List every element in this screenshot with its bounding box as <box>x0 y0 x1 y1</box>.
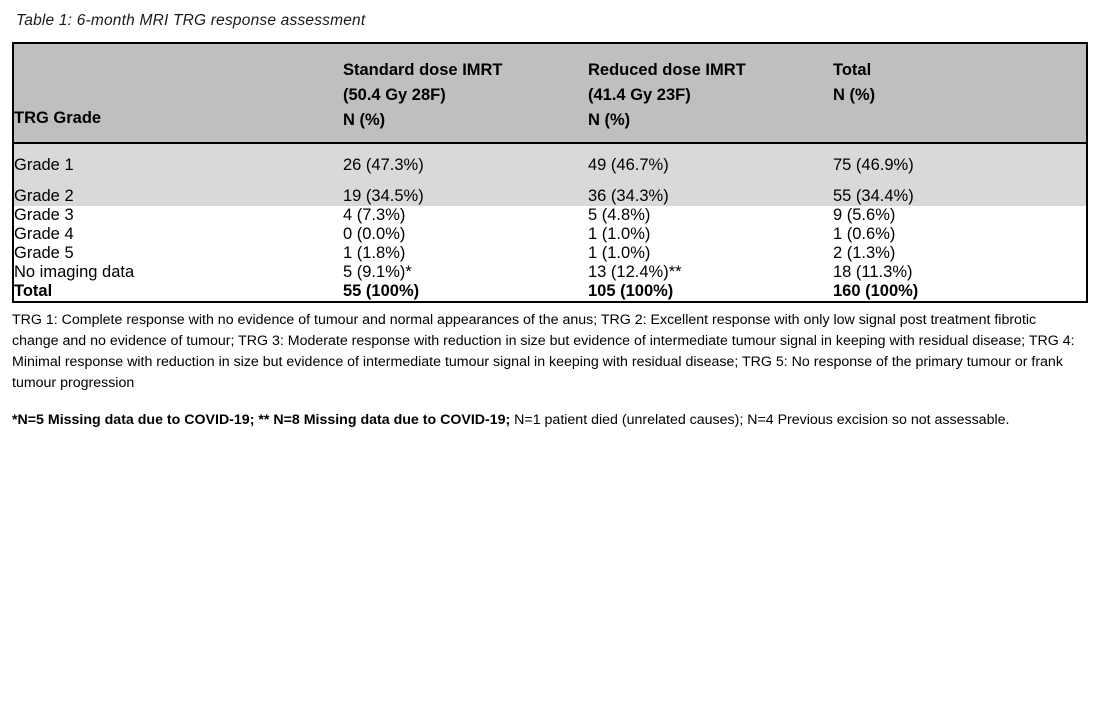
cell-grade: Grade 2 <box>13 187 343 206</box>
table-row <box>13 263 1087 282</box>
table-caption: Table 1: 6-month MRI TRG response assessment <box>16 12 366 29</box>
column-header-total-line2: N (%) <box>833 86 876 105</box>
cell-grade: No imaging data <box>13 263 343 282</box>
cell-standard: 26 (47.3%) <box>343 143 588 187</box>
table-row <box>13 143 1087 187</box>
table-row <box>13 206 1087 225</box>
cell-standard: 5 (9.1%)* <box>343 263 588 282</box>
cell-grade: Grade 3 <box>13 206 343 225</box>
table-row <box>13 187 1087 206</box>
cell-grade: Grade 5 <box>13 244 343 263</box>
column-header-standard-dose <box>343 43 588 143</box>
cell-standard: 4 (7.3%) <box>343 206 588 225</box>
cell-reduced: 1 (1.0%) <box>588 244 833 263</box>
cell-standard: 55 (100%) <box>343 282 588 302</box>
cell-grade: Total <box>13 282 343 302</box>
cell-reduced: 105 (100%) <box>588 282 833 302</box>
cell-grade: Grade 1 <box>13 143 343 187</box>
column-header-reduced-dose <box>588 43 833 143</box>
table-header <box>13 43 1087 143</box>
cell-standard: 19 (34.5%) <box>343 187 588 206</box>
table-row-total <box>13 282 1087 302</box>
column-header-standard-line1: Standard dose IMRT <box>343 61 503 79</box>
cell-reduced: 5 (4.8%) <box>588 206 833 225</box>
cell-total: 2 (1.3%) <box>833 244 1087 263</box>
column-header-total-line1: Total <box>833 61 872 79</box>
cell-total: 9 (5.6%) <box>833 206 1087 225</box>
column-header-standard-line2: (50.4 Gy 28F) <box>343 86 446 105</box>
footnote-trg-definitions: TRG 1: Complete response with no evidence of tumour and normal appearances of the anus; TRG 2: Excellent response with only low signal post treatment fibrotic change and no evidence of tumour; TRG 3: Moderate response with reduction in size but evidence of intermediate tumour signal in keeping with residual disease; TRG 4: Minimal response with reduction in size but evidence of intermediate tumour signal in keeping with residual disease; TRG 5: No response of the primary tumour or frank tumour progression <box>12 312 1075 391</box>
table-footnotes <box>12 310 1086 430</box>
footnote-missing-data-bold: *N=5 Missing data due to COVID-19; ** N=8 Missing data due to COVID-19; <box>12 411 511 428</box>
column-header-total <box>833 43 1087 143</box>
table-row <box>13 225 1087 244</box>
table-body <box>13 143 1087 302</box>
cell-reduced: 1 (1.0%) <box>588 225 833 244</box>
cell-total: 18 (11.3%) <box>833 263 1087 282</box>
cell-reduced: 13 (12.4%)** <box>588 263 833 282</box>
footnote-missing-data <box>12 410 1086 431</box>
cell-grade: Grade 4 <box>13 225 343 244</box>
column-header-standard-line3: N (%) <box>343 111 386 130</box>
table-row <box>13 244 1087 263</box>
cell-total: 55 (34.4%) <box>833 187 1087 206</box>
trg-response-table <box>12 42 1088 303</box>
cell-standard: 0 (0.0%) <box>343 225 588 244</box>
column-header-reduced-line1: Reduced dose IMRT <box>588 61 746 79</box>
cell-total: 1 (0.6%) <box>833 225 1087 244</box>
cell-total: 75 (46.9%) <box>833 143 1087 187</box>
column-header-trg-grade: TRG Grade <box>13 43 343 143</box>
cell-reduced: 49 (46.7%) <box>588 143 833 187</box>
cell-reduced: 36 (34.3%) <box>588 187 833 206</box>
column-header-reduced-line2: (41.4 Gy 23F) <box>588 86 691 105</box>
cell-total: 160 (100%) <box>833 282 1087 302</box>
table-header-row <box>13 43 1087 143</box>
column-header-reduced-line3: N (%) <box>588 111 631 130</box>
footnote-missing-data-rest: N=1 patient died (unrelated causes); N=4 Previous excision so not assessable. <box>510 411 1010 428</box>
cell-standard: 1 (1.8%) <box>343 244 588 263</box>
